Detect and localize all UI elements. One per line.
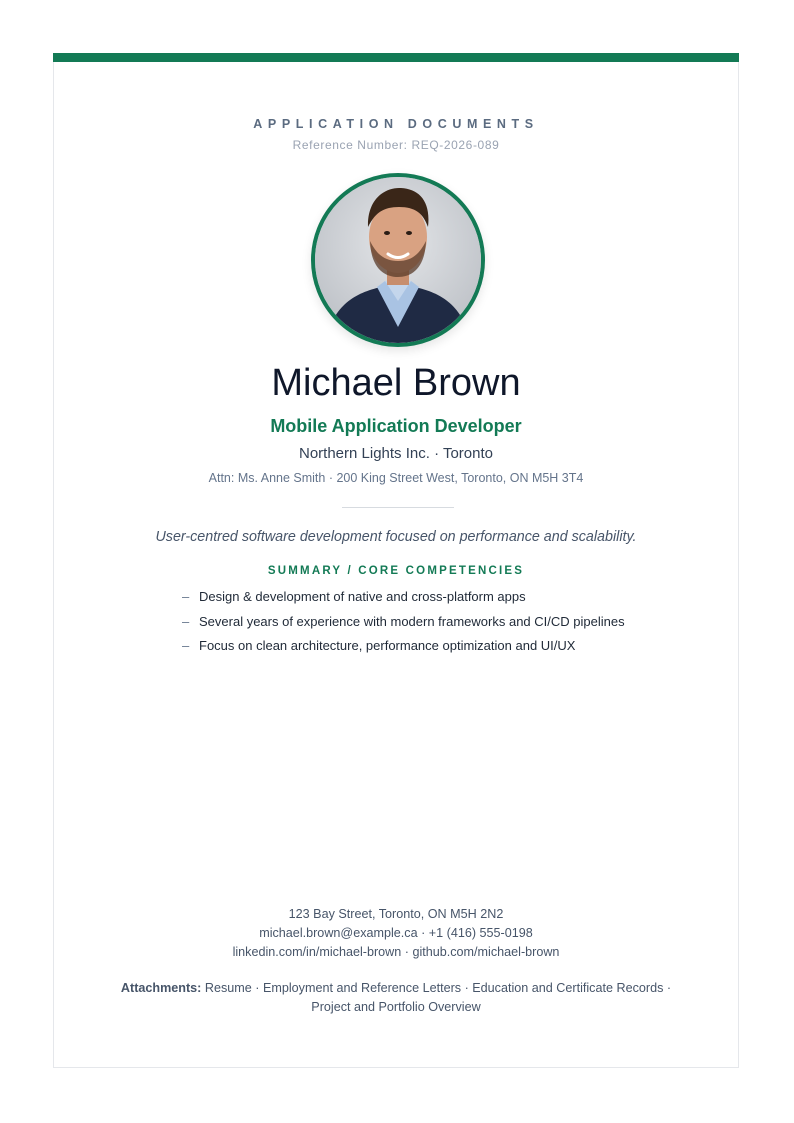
list-item-text: Several years of experience with modern frameworks and CI/CD pipelines	[199, 613, 625, 629]
competencies-list	[182, 589, 625, 663]
document-kicker: APPLICATION DOCUMENTS	[253, 117, 539, 131]
dash-bullet-icon: –	[182, 589, 190, 604]
list-item-text: Focus on clean architecture, performance optimization and UI/UX	[199, 638, 576, 653]
accent-top-bar	[53, 53, 739, 62]
tagline: User-centred software development focused on performance and scalability.	[155, 529, 637, 545]
attachments-label: Attachments:	[120, 981, 202, 995]
list-item	[182, 638, 625, 663]
job-title: Mobile Application Developer	[270, 416, 522, 436]
document-page	[53, 53, 739, 1068]
list-item-text: Design & development of native and cross-platform apps	[199, 589, 526, 604]
candidate-name: Michael Brown	[271, 362, 521, 404]
attention-line: Attn: Ms. Anne Smith · 200 King Street West, Toronto, ON M5H 3T4	[208, 471, 584, 485]
portrait-photo-icon	[315, 177, 481, 343]
profile-photo	[311, 173, 485, 347]
company-line: Northern Lights Inc. · Toronto	[299, 445, 493, 462]
dash-bullet-icon: –	[182, 638, 190, 653]
attachments-list: Resume · Employment and Reference Letters · Education and Certificate Records · Project and Portfolio Overview	[204, 981, 672, 1014]
reference-number: Reference Number: REQ-2026-089	[292, 138, 500, 152]
list-item	[182, 589, 625, 614]
attachments	[54, 979, 738, 1017]
section-divider	[342, 507, 454, 508]
dash-bullet-icon: –	[182, 613, 190, 629]
contact-links: linkedin.com/in/michael-brown · github.com/michael-brown	[232, 945, 560, 959]
summary-heading: SUMMARY / CORE COMPETENCIES	[267, 565, 525, 577]
list-item	[182, 614, 625, 639]
contact-email-phone: michael.brown@example.ca · +1 (416) 555-0198	[259, 926, 533, 940]
contact-address: 123 Bay Street, Toronto, ON M5H 2N2	[288, 907, 504, 921]
